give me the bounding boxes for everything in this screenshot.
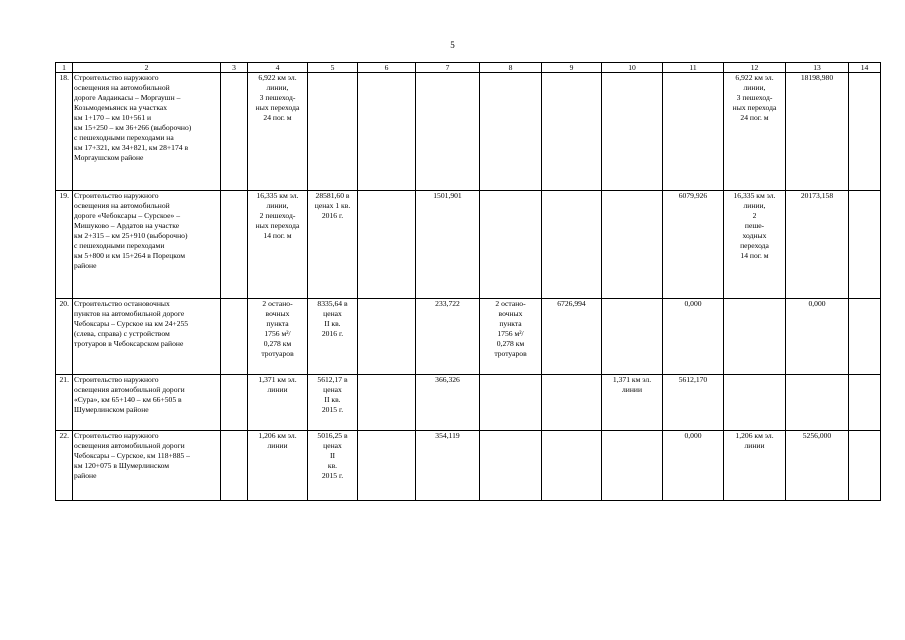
- cell-line: дороге Авдаикасы – Моргаушн –: [74, 93, 181, 102]
- cell-line: 2 пешеход-: [259, 211, 296, 220]
- cell-line: 1501,901: [433, 191, 462, 200]
- cell-line: Чебоксары – Сурское на км 24+255: [74, 319, 189, 328]
- cell-line: линии,: [266, 201, 289, 210]
- cell-line: ных перехода: [732, 103, 777, 112]
- cell-line: Шумерлинском районе: [74, 405, 149, 414]
- col-7-cell: [416, 299, 480, 375]
- cell-line: 6,922 км эл.: [258, 73, 297, 82]
- cell-line: II кв.: [324, 395, 341, 404]
- cell-line: 24 пог. м: [263, 113, 292, 122]
- cell-line: ных перехода: [255, 103, 300, 112]
- cell-line: 0,278 км: [496, 339, 525, 348]
- col-header-3: 3: [221, 63, 248, 73]
- col-3-cell: [221, 375, 248, 431]
- cell-line: ценах 1 кв.: [314, 201, 351, 210]
- col-6-cell: [358, 299, 416, 375]
- col-5-cell: [308, 431, 358, 501]
- cell-line: 14 пог. м: [263, 231, 292, 240]
- col-12-cell: [724, 191, 786, 299]
- col-14-cell: [849, 375, 881, 431]
- cell-line: линии: [267, 385, 288, 394]
- cell-line: линии: [621, 385, 643, 394]
- col-5-cell: [308, 375, 358, 431]
- col-11-cell: [663, 375, 724, 431]
- cell-line: Строительство остановочных: [74, 299, 170, 308]
- row-number-cell: 18.: [56, 73, 73, 191]
- col-6-cell: [358, 375, 416, 431]
- cell-line: 6726,994: [557, 299, 586, 308]
- col-12-cell: [724, 375, 786, 431]
- table-row: [56, 191, 881, 299]
- col-8-cell: [480, 431, 542, 501]
- cell-line: с пешеходными переходами на: [74, 133, 174, 142]
- table-row: [56, 299, 881, 375]
- cell-line: 233,722: [435, 299, 460, 308]
- cell-line: тротуаров в Чебоксарском районе: [74, 339, 184, 348]
- col-3-cell: [221, 191, 248, 299]
- cell-line: Чебоксары – Сурское, км 118+885 –: [74, 451, 190, 460]
- col-14-cell: [849, 73, 881, 191]
- cell-line: 8335,64 в: [317, 299, 348, 308]
- cell-line: кв.: [327, 461, 338, 470]
- cell-line: освещения автомобильной дороги: [74, 385, 185, 394]
- cell-line: (слева, справа) с устройством: [74, 329, 170, 338]
- cell-line: вочных: [498, 309, 523, 318]
- row-number-cell: 22.: [56, 431, 73, 501]
- col-8-cell: [480, 191, 542, 299]
- cell-line: 1756 м²/: [264, 329, 291, 338]
- cell-line: тротуаров: [261, 349, 294, 358]
- cell-line: 1,206 км эл.: [258, 431, 297, 440]
- cell-line: линии,: [743, 83, 766, 92]
- col-4-cell: [248, 73, 308, 191]
- col-header-1: 1: [56, 63, 73, 73]
- col-header-5: 5: [308, 63, 358, 73]
- cell-line: «Сура», км 65+140 – км 66+505 в: [74, 395, 182, 404]
- row-name-cell: [73, 73, 221, 191]
- col-header-8: 8: [480, 63, 542, 73]
- col-11-cell: [663, 299, 724, 375]
- cell-line: 2 остано-: [495, 299, 526, 308]
- row-name-cell: [73, 191, 221, 299]
- col-4-cell: [248, 191, 308, 299]
- cell-line: 2 остано-: [262, 299, 293, 308]
- col-14-cell: [849, 299, 881, 375]
- col-7-cell: [416, 375, 480, 431]
- cell-line: 0,000: [684, 299, 702, 308]
- col-11-cell: [663, 191, 724, 299]
- cell-line: Козьмодемьянск на участках: [74, 103, 168, 112]
- table-row: [56, 73, 881, 191]
- col-6-cell: [358, 431, 416, 501]
- cell-line: освещения автомобильной дороги: [74, 441, 185, 450]
- cell-line: 6079,926: [678, 191, 708, 200]
- cell-line: 1,371 км эл.: [258, 375, 297, 384]
- cell-line: км 15+250 – км 36+266 (выборочно): [74, 123, 192, 132]
- cell-line: линии,: [266, 83, 289, 92]
- cell-line: районе: [74, 261, 97, 270]
- cell-line: ценах: [323, 441, 342, 450]
- cell-line: Строительство наружного: [74, 375, 159, 384]
- col-13-cell: [786, 73, 849, 191]
- cell-line: 5256,000: [802, 431, 832, 440]
- col-9-cell: [542, 431, 602, 501]
- cell-line: 2: [752, 211, 757, 220]
- cell-line: 1756 м²/: [497, 329, 524, 338]
- cell-line: 2016 г.: [321, 211, 344, 220]
- cell-line: 0,000: [808, 299, 826, 308]
- cell-line: линии: [267, 441, 288, 450]
- table-body: [56, 63, 881, 501]
- table-row: [56, 431, 881, 501]
- col-6-cell: [358, 191, 416, 299]
- col-8-cell: [480, 299, 542, 375]
- cell-line: дороге «Чебоксары – Сурское» –: [74, 211, 181, 220]
- row-name-cell: [73, 375, 221, 431]
- cell-line: км 120+075 в Шумерлинском: [74, 461, 170, 470]
- cell-line: 5612,17 в: [317, 375, 348, 384]
- row-number-cell: 21.: [56, 375, 73, 431]
- cell-line: Строительство наружного: [74, 73, 159, 82]
- col-3-cell: [221, 73, 248, 191]
- col-11-cell: [663, 73, 724, 191]
- cell-line: 2015 г.: [321, 471, 344, 480]
- cell-line: 0,000: [684, 431, 702, 440]
- cell-line: пункта: [266, 319, 289, 328]
- col-13-cell: [786, 191, 849, 299]
- cell-line: Строительство наружного: [74, 431, 159, 440]
- cell-line: 16,335 км эл.: [256, 191, 299, 200]
- col-5-cell: [308, 73, 358, 191]
- col-10-cell: [602, 191, 663, 299]
- col-4-cell: [248, 375, 308, 431]
- row-name-cell: [73, 299, 221, 375]
- cell-line: км 17+321, км 34+821, км 28+174 в: [74, 143, 189, 152]
- cell-line: перехода: [740, 241, 769, 250]
- col-8-cell: [480, 73, 542, 191]
- cell-line: км 5+800 и км 15+264 в Порецком: [74, 251, 186, 260]
- cell-line: 20173,158: [800, 191, 834, 200]
- col-12-cell: [724, 73, 786, 191]
- cell-line: 2015 г.: [321, 405, 344, 414]
- cell-line: с пешеходными переходами: [74, 241, 165, 250]
- cell-line: 16,335 км эл.: [733, 191, 776, 200]
- cell-line: пеше-: [744, 221, 765, 230]
- col-5-cell: [308, 191, 358, 299]
- cell-line: 14 пог. м: [740, 251, 769, 260]
- cell-line: 24 пог. м: [740, 113, 769, 122]
- cell-line: км 1+170 – км 10+561 и: [74, 113, 152, 122]
- cell-line: пункта: [499, 319, 522, 328]
- cell-line: 1,371 км эл.: [612, 375, 652, 384]
- col-header-7: 7: [416, 63, 480, 73]
- cell-line: 3 пешеход-: [736, 93, 773, 102]
- col-7-cell: [416, 431, 480, 501]
- cell-line: 3 пешеход-: [259, 93, 296, 102]
- cell-line: км 2+315 – км 25+910 (выборочно): [74, 231, 188, 240]
- cell-line: ценах: [323, 385, 342, 394]
- col-8-cell: [480, 375, 542, 431]
- col-10-cell: [602, 299, 663, 375]
- col-header-9: 9: [542, 63, 602, 73]
- cell-line: 366,326: [435, 375, 460, 384]
- cell-line: линии: [744, 441, 765, 450]
- col-4-cell: [248, 431, 308, 501]
- col-7-cell: [416, 191, 480, 299]
- cell-line: освещения на автомобильной: [74, 201, 170, 210]
- col-10-cell: [602, 73, 663, 191]
- row-name-cell: [73, 431, 221, 501]
- col-9-cell: [542, 299, 602, 375]
- col-5-cell: [308, 299, 358, 375]
- cell-line: районе: [74, 471, 97, 480]
- col-header-13: 13: [786, 63, 849, 73]
- cell-line: вочных: [265, 309, 290, 318]
- col-10-cell: [602, 431, 663, 501]
- col-10-cell: [602, 375, 663, 431]
- page-number: 5: [450, 40, 455, 50]
- cell-line: Строительство наружного: [74, 191, 159, 200]
- cell-line: 5016,25 в: [317, 431, 348, 440]
- cell-line: Моргаушском районе: [74, 153, 144, 162]
- cell-line: тротуаров: [494, 349, 527, 358]
- cell-line: 18198,980: [800, 73, 834, 82]
- cell-line: ценах: [323, 309, 342, 318]
- col-header-6: 6: [358, 63, 416, 73]
- col-3-cell: [221, 299, 248, 375]
- col-13-cell: [786, 431, 849, 501]
- cell-line: 6,922 км эл.: [735, 73, 774, 82]
- col-9-cell: [542, 73, 602, 191]
- cell-line: ных перехода: [255, 221, 300, 230]
- col-13-cell: [786, 299, 849, 375]
- cell-line: пунктов на автомобильной дороге: [74, 309, 185, 318]
- cell-line: освещения на автомобильной: [74, 83, 170, 92]
- program-table: [55, 62, 881, 501]
- col-9-cell: [542, 375, 602, 431]
- col-header-10: 10: [602, 63, 663, 73]
- col-9-cell: [542, 191, 602, 299]
- cell-line: 354,119: [435, 431, 460, 440]
- col-14-cell: [849, 431, 881, 501]
- col-4-cell: [248, 299, 308, 375]
- col-7-cell: [416, 73, 480, 191]
- col-3-cell: [221, 431, 248, 501]
- cell-line: Мишуково – Ардатов на участке: [74, 221, 180, 230]
- col-header-2: 2: [73, 63, 221, 73]
- cell-line: 2016 г.: [321, 329, 344, 338]
- cell-line: II: [329, 451, 336, 460]
- cell-line: 28581,60 в: [315, 191, 350, 200]
- header-row: [56, 63, 881, 73]
- col-14-cell: [849, 191, 881, 299]
- cell-line: ходных: [742, 231, 767, 240]
- table-row: [56, 375, 881, 431]
- col-11-cell: [663, 431, 724, 501]
- col-12-cell: [724, 431, 786, 501]
- col-6-cell: [358, 73, 416, 191]
- col-12-cell: [724, 299, 786, 375]
- row-number-cell: 19.: [56, 191, 73, 299]
- cell-line: II кв.: [324, 319, 341, 328]
- cell-line: 5612,170: [678, 375, 708, 384]
- col-header-11: 11: [663, 63, 724, 73]
- cell-line: 1,206 км эл.: [735, 431, 774, 440]
- cell-line: линии,: [743, 201, 766, 210]
- col-header-4: 4: [248, 63, 308, 73]
- row-number-cell: 20.: [56, 299, 73, 375]
- col-header-14: 14: [849, 63, 881, 73]
- col-header-12: 12: [724, 63, 786, 73]
- col-13-cell: [786, 375, 849, 431]
- cell-line: 0,278 км: [263, 339, 292, 348]
